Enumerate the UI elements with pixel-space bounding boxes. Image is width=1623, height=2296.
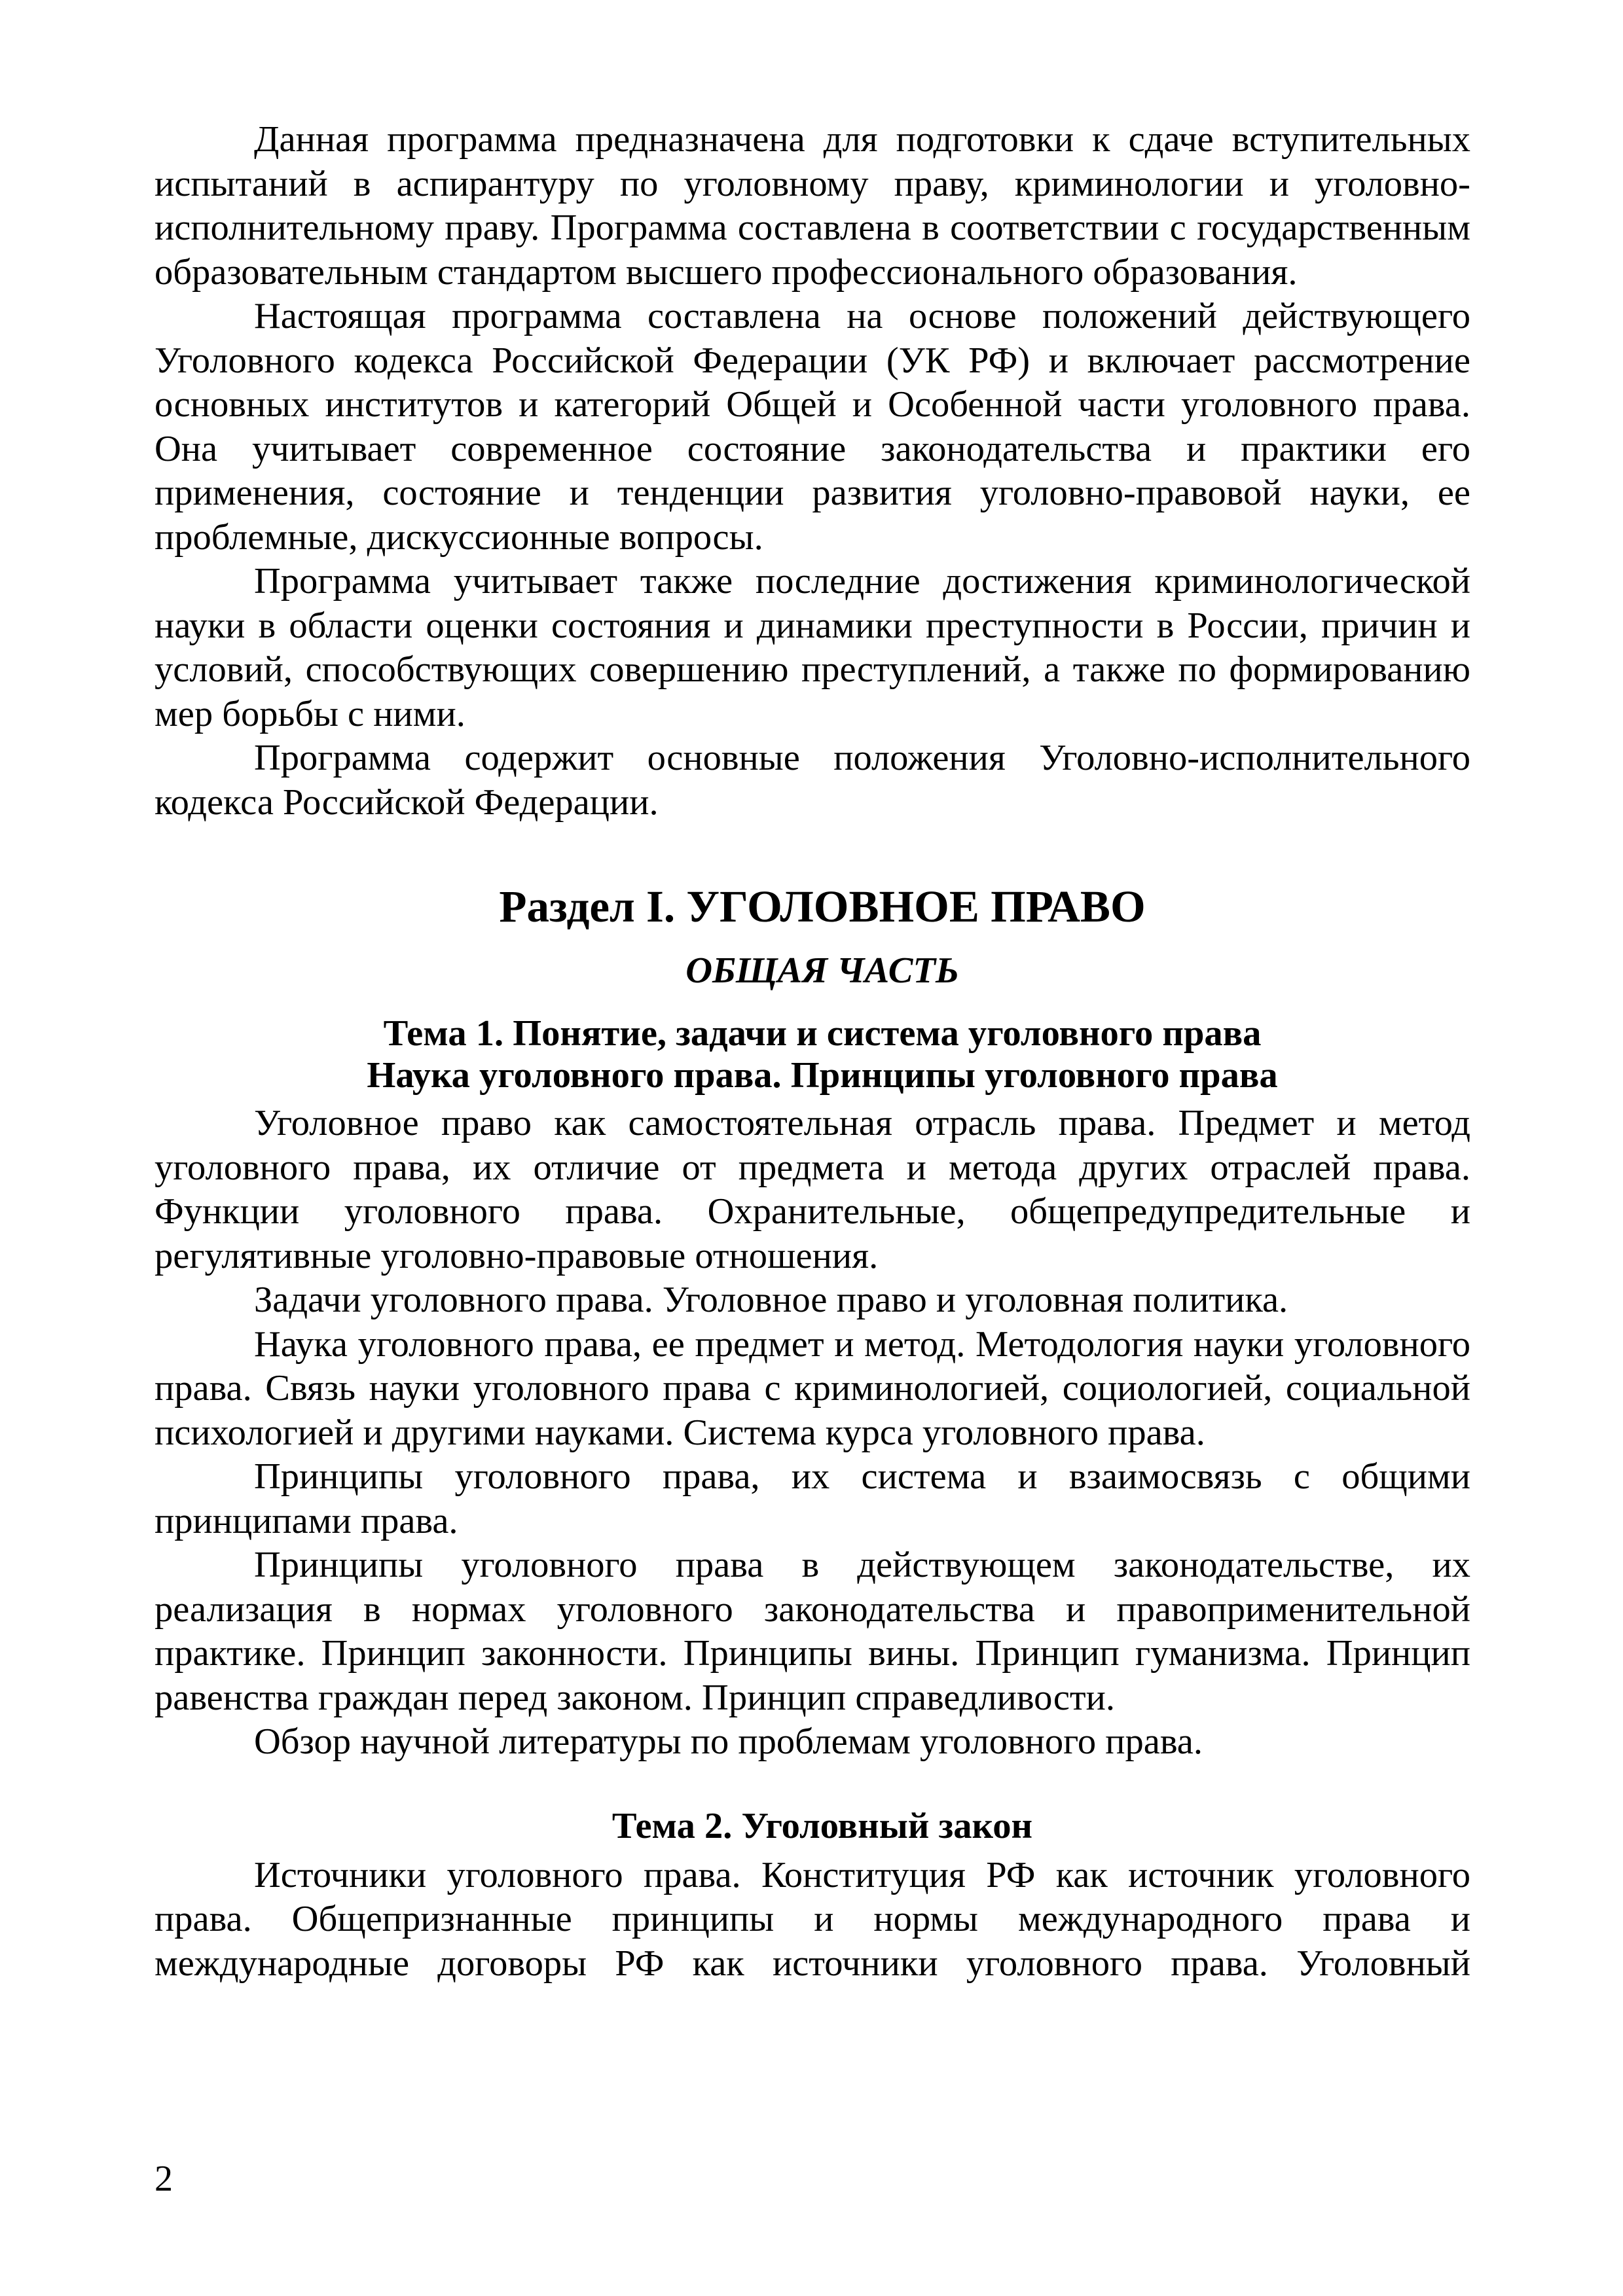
topic-1-paragraph: Принципы уголовного права в действующем законодательстве, их реализация в нормах уголовного законодательства и правоприменительной практике. Принцип законности. Принципы вины. Принцип гуманизма. Принцип равенства граждан перед законом. Принцип справедливости. [155,1545,1470,1718]
topic-1-title-line-2: Наука уголовного права. Принципы уголовного права [367,1055,1278,1096]
topic-1-paragraph: Принципы уголовного права, их система и взаимосвязь с общими принципами права. [155,1456,1470,1541]
subsection-title: ОБЩАЯ ЧАСТЬ [685,950,959,991]
intro-paragraph: Настоящая программа составлена на основе положений действующего Уголовного кодекса Российской Федерации (УК РФ) и включает рассмотрение основных институтов и категорий Общей и Особенной части уголовного права. Она учитывает современное состояние законодательства и практики его применения, состояние и тенденции развития уголовно-правовой науки, ее проблемные, дискуссионные вопросы. [155,296,1470,558]
intro-paragraph: Программа учитывает также последние достижения криминологической науки в области оценки состояния и динамики преступности в России, причин и условий, способствующих совершению преступлений, а также по формированию мер борьбы с ними. [155,561,1470,734]
intro-paragraph: Данная программа предназначена для подготовки к сдаче вступительных испытаний в аспирантуру по уголовному праву, криминологии и уголовно-исполнительному праву. Программа составлена в соответствии с государственным образовательным стандартом высшего профессионального образования. [155,119,1470,293]
document-page [155,118,1470,1986]
topic-1-paragraph: Задачи уголовного права. Уголовное право и уголовная политика. [254,1280,1288,1320]
topic-2-title: Тема 2. Уголовный закон [611,1805,1033,1846]
intro-block [155,118,1470,825]
topic-1-title-line-1: Тема 1. Понятие, задачи и система уголовного права [383,1013,1262,1054]
topic-1-body [155,1102,1470,1765]
intro-paragraph: Программа содержит основные положения Уголовно-исполнительного кодекса Российской Федерации. [155,738,1470,823]
topic-2-body [155,1854,1470,1986]
section-title: Раздел I. УГОЛОВНОЕ ПРАВО [499,882,1146,931]
topic-1-paragraph: Наука уголовного права, ее предмет и метод. Методология науки уголовного права. Связь науки уголовного права с криминологией, социологией, социальной психологией и другими науками. Система курса уголовного права. [155,1323,1470,1453]
page-number: 2 [155,2159,173,2199]
topic-1-heading [155,1013,1470,1096]
topic-1-paragraph: Обзор научной литературы по проблемам уголовного права. [254,1721,1203,1762]
topic-1-paragraph: Уголовное право как самостоятельная отрасль права. Предмет и метод уголовного права, их отличие от предмета и метода других отраслей права. Функции уголовного права. Охранительные, общепредупредительные и регулятивные уголовно-правовые отношения. [155,1103,1470,1276]
topic-2-paragraph: Источники уголовного права. Конституция РФ как источник уголовного права. Общепризнанные принципы и нормы международного права и международные договоры РФ как источники уголовного права. Уголовный [155,1854,1470,1984]
